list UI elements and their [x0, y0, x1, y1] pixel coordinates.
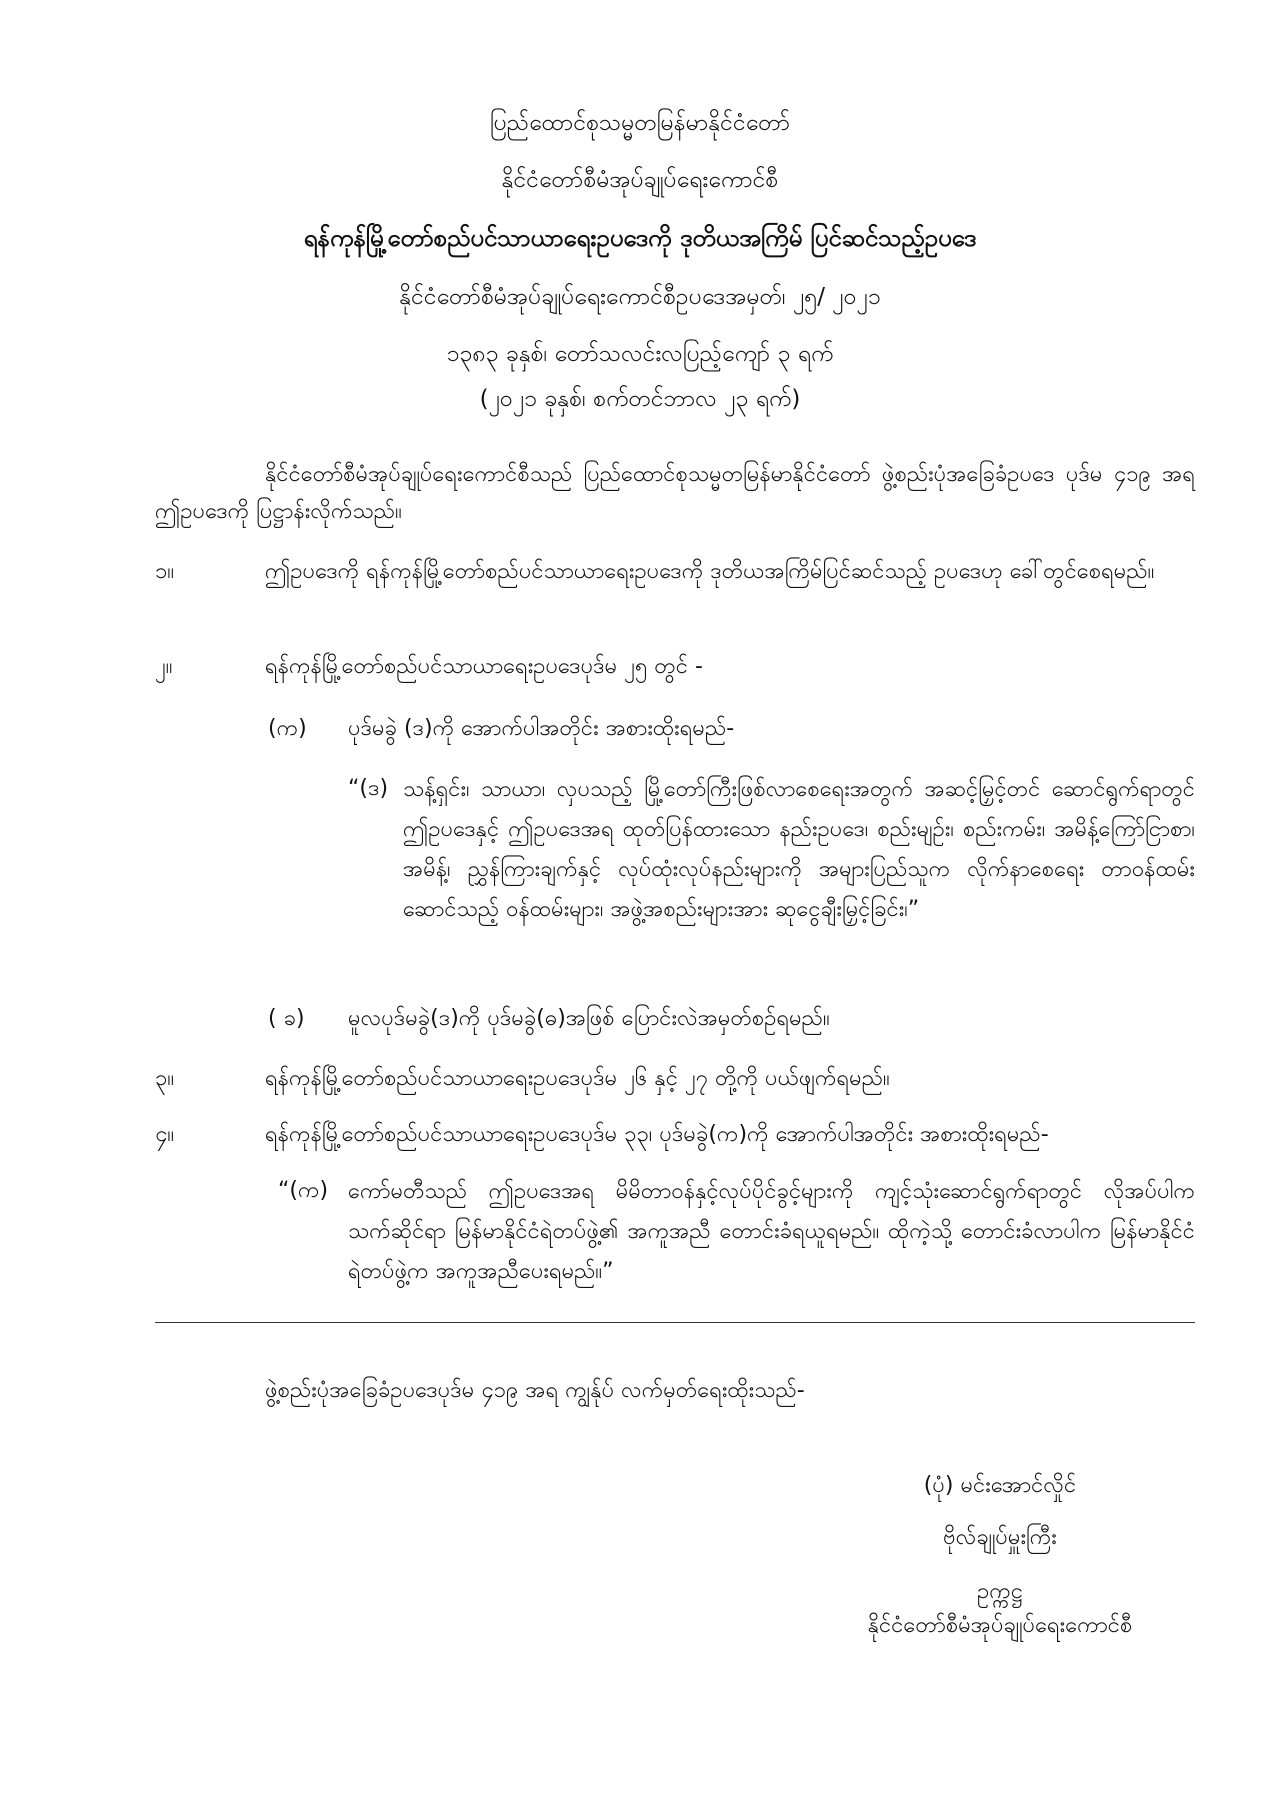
date-myanmar: ၁၃၈၃ ခုနှစ်၊ တော်သလင်းလပြည့်ကျော် ၃ ရက်	[446, 341, 834, 367]
preamble: နိုင်ငံတော်စီမံအုပ်ချုပ်ရေးကောင်စီသည် ပြည်ထောင်စုသမ္မတမြန်မာနိုင်ငံတော် ဖွဲ့စည်းပုံအခြေခံဥပဒေ ပုဒ်မ ၄၁၉ အရ ဤဥပဒေကို ပြဋ္ဌာန်းလိုက်သည်။	[155, 462, 1195, 524]
quoted-clause-da-label: “(ဒ)	[348, 776, 389, 801]
section-1-text: ဤဥပဒေကို ရန်ကုန်မြို့တော်စည်ပင်သာယာရေးဥပဒေကို ဒုတိယအကြိမ်ပြင်ဆင်သည့် ဥပဒေဟု ခေါ်တွင်စေရမည်။	[265, 559, 1155, 584]
signatory-council: နိုင်ငံတော်စီမံအုပ်ချုပ်ရေးကောင်စီ	[867, 1613, 1133, 1638]
certification-text: ဖွဲ့စည်းပုံအခြေခံဥပဒေပုဒ်မ ၄၁၉ အရ ကျွန်ုပ် လက်မှတ်ရေးထိုးသည်-	[265, 1378, 805, 1403]
signatory-role: ဥက္ကဋ္ဌ	[977, 1579, 1023, 1604]
date-gregorian: (၂၀၂၁ ခုနှစ်၊ စက်တင်ဘာလ ၂၃ ရက်)	[479, 386, 801, 412]
state-name: ပြည်ထောင်စုသမ္မတမြန်မာနိုင်ငံတော်	[489, 110, 791, 136]
section-4-text: ရန်ကုန်မြို့တော်စည်ပင်သာယာရေးဥပဒေပုဒ်မ ၃၃၊ ပုဒ်မခွဲ(က)ကို အောက်ပါအတိုင်း အစားထိုးရမည်-	[265, 1122, 1049, 1147]
divider-line	[155, 1322, 1195, 1323]
document-title: ရန်ကုန်မြို့တော်စည်ပင်သာယာရေးဥပဒေကို ဒုတိယအကြိမ် ပြင်ဆင်သည့်ဥပဒေ	[303, 224, 977, 252]
section-3-number: ၃။	[155, 1066, 175, 1091]
subsection-ka-text: ပုဒ်မခွဲ (ဒ)ကို အောက်ပါအတိုင်း အစားထိုးရမည်-	[348, 716, 735, 741]
council-name: နိုင်ငံတော်စီမံအုပ်ချုပ်ရေးကောင်စီ	[501, 167, 779, 193]
section-2-number: ၂။	[155, 654, 173, 679]
section-4-number: ၄။	[155, 1122, 175, 1147]
quoted-clause-da-text: သန့်ရှင်း၊ သာယာ၊ လှပသည့် မြို့တော်ကြီးဖြစ်လာစေရေးအတွက် အဆင့်မြှင့်တင် ဆောင်ရွက်ရာတွင် ဤဥပဒေနှင့် ဤဥပဒေအရ ထုတ်ပြန်ထားသော နည်းဥပဒေ၊ စည်းမျဉ်း၊ စည်းကမ်း၊ အမိန့်ကြော်ငြာစာ၊ အမိန့်၊ ညွှန်ကြားချက်နှင့် လုပ်ထုံးလုပ်နည်းများကို အများပြည်သူက လိုက်နာစေရေး တာဝန်ထမ်းဆောင်သည့် ဝန်ထမ်းများ၊ အဖွဲ့အစည်းများအား ဆုငွေချီးမြှင့်ခြင်း၊”	[403, 777, 1195, 922]
law-number: နိုင်ငံတော်စီမံအုပ်ချုပ်ရေးကောင်စီဥပဒေအမှတ်၊ ၂၅/ ၂၀၂၁	[399, 284, 881, 310]
signatory-rank: ဗိုလ်ချုပ်မှူးကြီး	[943, 1525, 1057, 1550]
signatory-name: (ပုံ) မင်းအောင်လှိုင်	[923, 1473, 1077, 1498]
quoted-clause-ka-label: “(က)	[278, 1178, 329, 1203]
quoted-clause-ka-text: ကော်မတီသည် ဤဥပဒေအရ မိမိတာဝန်နှင့်လုပ်ပိုင်ခွင့်များကို ကျင့်သုံးဆောင်ရွက်ရာတွင် လိုအပ်ပါက သက်ဆိုင်ရာ မြန်မာနိုင်ငံရဲတပ်ဖွဲ့၏ အကူအညီ တောင်းခံရယူရမည်။ ထိုကဲ့သို့ တောင်းခံလာပါက မြန်မာနိုင်ငံရဲတပ်ဖွဲ့က အကူအညီပေးရမည်။”	[348, 1179, 1195, 1284]
subsection-ka-label: (က)	[268, 716, 307, 741]
subsection-kha-label: ( ခ)	[268, 1006, 305, 1031]
section-2-text: ရန်ကုန်မြို့တော်စည်ပင်သာယာရေးဥပဒေပုဒ်မ ၂၅ တွင် -	[265, 654, 703, 679]
subsection-kha-text: မူလပုဒ်မခွဲ(ဒ)ကို ပုဒ်မခွဲ(ဓ)အဖြစ် ပြောင်းလဲအမှတ်စဉ်ရမည်။	[348, 1006, 830, 1031]
section-1-number: ၁။	[155, 559, 175, 584]
section-3-text: ရန်ကုန်မြို့တော်စည်ပင်သာယာရေးဥပဒေပုဒ်မ ၂၆ နှင့် ၂၇ တို့ကို ပယ်ဖျက်ရမည်။	[265, 1066, 890, 1091]
